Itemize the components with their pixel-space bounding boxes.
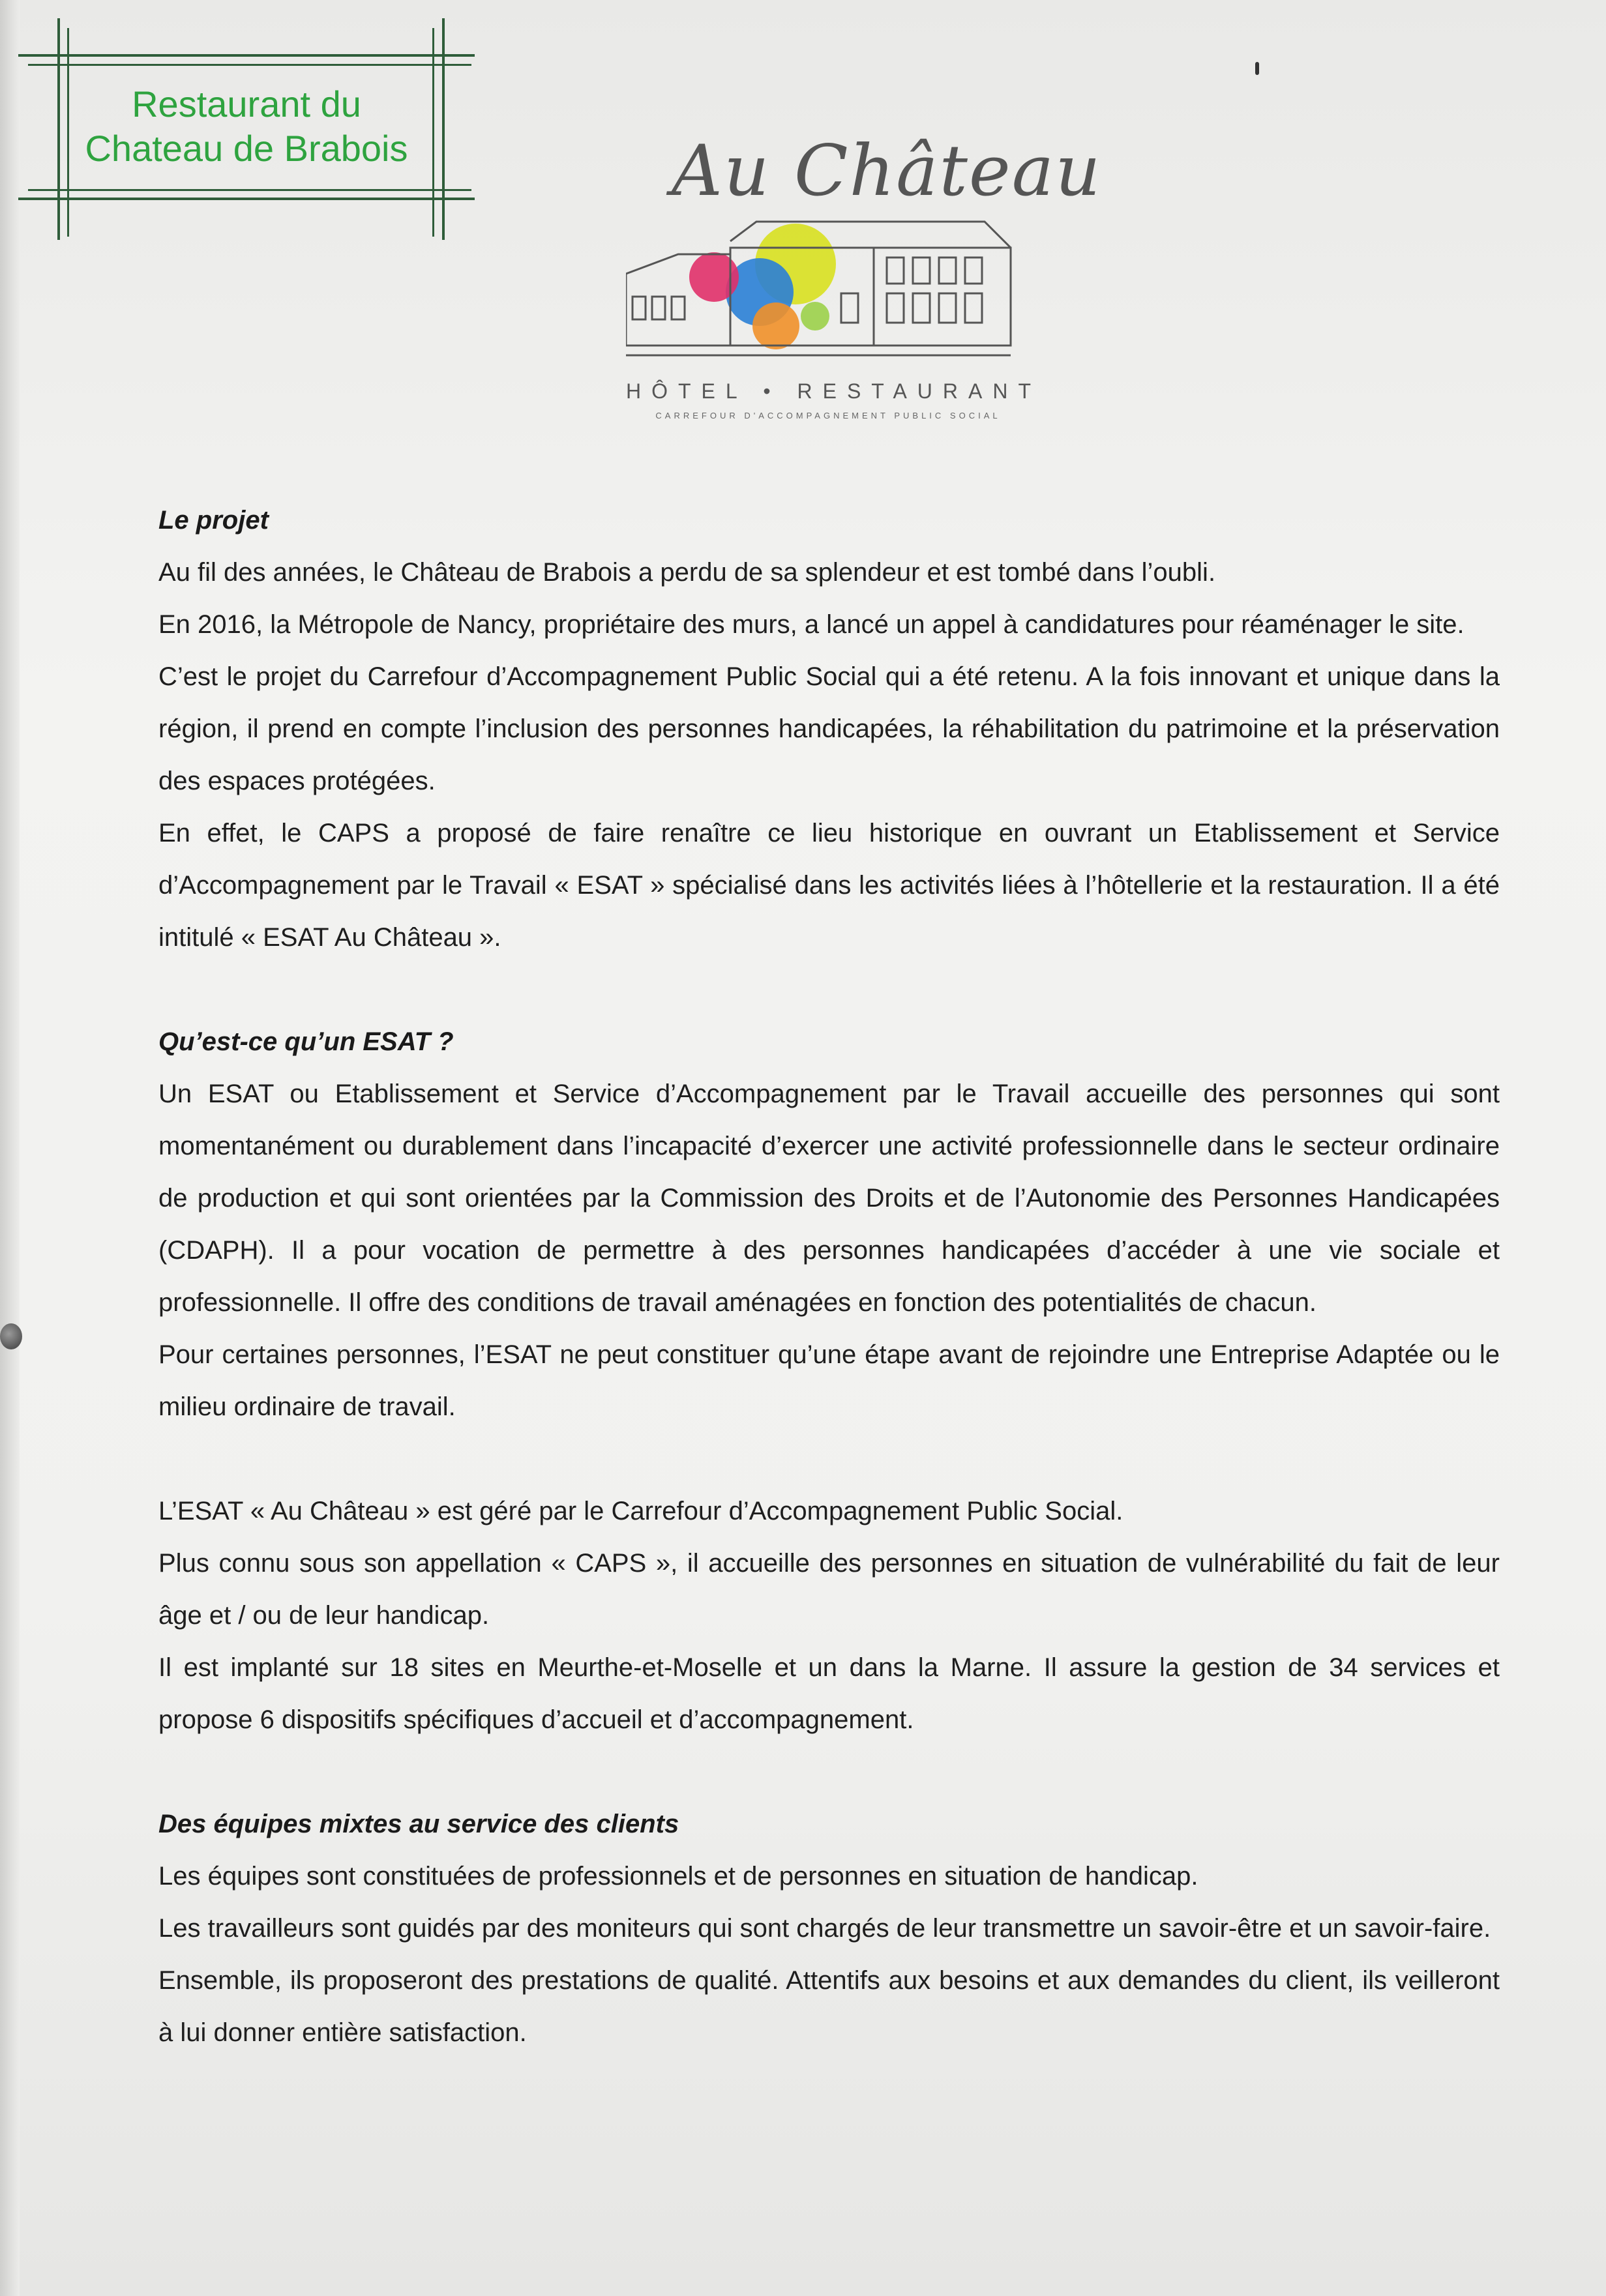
paragraph: En 2016, la Métropole de Nancy, propriétaire des murs, a lancé un appel à candidatures pour réaménager le site.: [158, 610, 1465, 639]
caption-label: [70, 82, 423, 171]
caption-line-2: Chateau de Brabois: [85, 128, 408, 169]
paragraph: Au fil des années, le Château de Brabois a perdu de sa splendeur et est tombé dans l’oubli.: [158, 558, 1216, 587]
caption-label-box: [18, 18, 475, 240]
paragraph: L’ESAT « Au Château » est géré par le Carrefour d’Accompagnement Public Social.: [158, 1497, 1123, 1525]
paragraph: Plus connu sous son appellation « CAPS », il accueille des personnes en situation de vulnérabilité du fait de leur âge et / ou de leur handicap.: [158, 1549, 1500, 1630]
paragraph: Pour certaines personnes, l’ESAT ne peut constituer qu’une étape avant de rejoindre une Entreprise Adaptée ou le milieu ordinaire de travail.: [158, 1340, 1500, 1421]
paragraph: Les équipes sont constituées de professionnels et de personnes en situation de handicap.: [158, 1862, 1198, 1891]
paragraph: C’est le projet du Carrefour d’Accompagnement Public Social qui a été retenu. A la fois innovant et unique dans la région, il prend en compte l’inclusion des personnes handicapées, la réhabilitation du patrimoine et la préservation des espaces protégées.: [158, 662, 1500, 795]
paragraph: Il est implanté sur 18 sites en Meurthe-et-Moselle et un dans la Marne. Il assure la gestion de 34 services et propose 6 dispositifs spécifiques d’accueil et d’accompagnement.: [158, 1653, 1500, 1734]
pin-icon: [0, 1323, 22, 1349]
section-equipes: [158, 1798, 1500, 2059]
hotel-logo: [613, 130, 1102, 437]
logo-circle-orange: [752, 302, 799, 349]
section-heading: Le projet: [158, 506, 269, 535]
caption-line-1: Restaurant du: [132, 83, 361, 125]
logo-tagline: CARREFOUR D'ACCOMPAGNEMENT PUBLIC SOCIAL: [655, 411, 1001, 420]
section-heading: Qu’est-ce qu’un ESAT ?: [158, 1027, 454, 1056]
section-le-projet: [158, 494, 1500, 964]
paragraph: En effet, le CAPS a proposé de faire renaître ce lieu historique en ouvrant un Etablissement et Service d’Accompagnement par le Travail « ESAT » spécialisé dans les activités liées à l’hôtellerie et la restauration. Il a été intitulé « ESAT Au Château ».: [158, 819, 1500, 952]
logo-circle-pink: [689, 252, 739, 302]
paragraph: Un ESAT ou Etablissement et Service d’Accompagnement par le Travail accueille des personnes qui sont momentanément ou durablement dans l’incapacité d’exercer une activité professionnelle dans le secteur ordinaire de production et qui sont orientées par la Commission des Droits et de l’Autonomie des Personnes Handicapées (CDAPH). Il a pour vocation de permettre à des personnes handicapées d’accéder à une vie sociale et professionnelle. Il offre des conditions de travail aménagées en fonction des potentialités de chacun.: [158, 1080, 1500, 1317]
paragraph: Les travailleurs sont guidés par des moniteurs qui sont chargés de leur transmettre un savoir-être et un savoir-faire.: [158, 1914, 1491, 1943]
document-body: [158, 494, 1500, 2059]
logo-circle-green: [801, 302, 829, 331]
section-heading: Des équipes mixtes au service des clients: [158, 1810, 679, 1838]
logo-subtitle: HÔTEL • RESTAURANT: [626, 379, 1042, 403]
section-caps: [158, 1485, 1500, 1746]
section-esat: [158, 1016, 1500, 1433]
frame-edge: [0, 0, 20, 2296]
speck: [1255, 62, 1259, 75]
logo-script-title: Au Château: [672, 130, 1102, 212]
chateau-building-icon: [626, 215, 1017, 378]
paragraph: Ensemble, ils proposeront des prestations de qualité. Attentifs aux besoins et aux demandes du client, ils veilleront à lui donner entière satisfaction.: [158, 1966, 1500, 2047]
